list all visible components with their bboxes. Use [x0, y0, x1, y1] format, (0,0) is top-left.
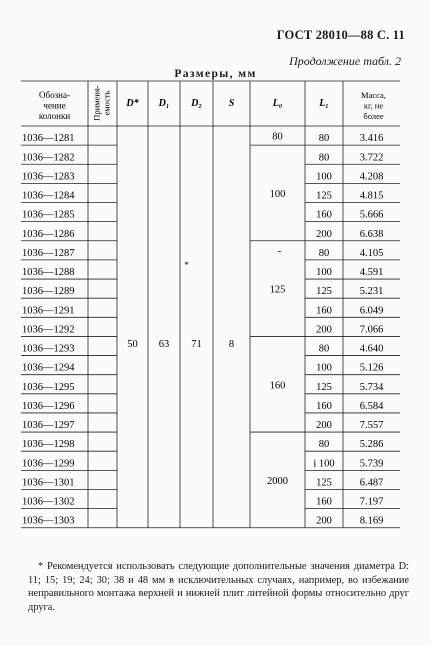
row-designation: 1036—1286 — [22, 228, 75, 240]
row-mass: 5.739 — [359, 458, 384, 470]
row-mass: 6.487 — [359, 477, 384, 489]
row-mass: 5.666 — [359, 209, 384, 221]
row-designation: 1036—1281 — [22, 133, 75, 145]
header-designation: Обозна- — [39, 90, 70, 100]
row-mass: 6.638 — [359, 228, 384, 240]
header-mass: более — [363, 111, 384, 121]
row-mass: 5.734 — [359, 381, 384, 393]
row-designation: 1036—1282 — [22, 152, 75, 164]
row-L1: 80 — [318, 133, 330, 145]
row-mass: 5.286 — [359, 439, 384, 451]
header-designation: чение — [43, 100, 66, 111]
row-L0: 100 — [269, 188, 286, 200]
header-D: D* — [126, 98, 139, 109]
row-designation: 1036—1303 — [22, 515, 75, 527]
row-L1: 160 — [316, 496, 332, 508]
row-designation: 1036—1297 — [22, 420, 75, 432]
row-mass: 3.722 — [359, 152, 384, 164]
row-L0: 160 — [269, 380, 286, 392]
row-L1: 160 — [316, 400, 332, 412]
row-mass: 3.416 — [359, 133, 384, 145]
row-designation: 1036—1287 — [22, 247, 75, 259]
row-designation: 1036—1285 — [22, 209, 75, 221]
row-L1: 125 — [316, 286, 332, 298]
row-L1: 160 — [316, 209, 332, 221]
stray-asterisk-mark: * — [184, 259, 189, 270]
row-L0: 125 — [269, 284, 286, 296]
row-mass: 7.557 — [359, 420, 384, 432]
row-L1: 80 — [318, 247, 330, 259]
row-designation: 1036—1302 — [22, 496, 75, 508]
row-mass: 7.197 — [359, 496, 384, 508]
common-S: 8 — [228, 338, 235, 350]
row-designation: 1036—1301 — [22, 477, 75, 489]
row-L1: 125 — [316, 190, 332, 202]
row-L1: 160 — [316, 305, 332, 317]
row-mass: 4.815 — [359, 190, 384, 202]
common-D: 50 — [127, 338, 138, 350]
header-D2: D₂ — [191, 98, 202, 109]
row-L0: 80 — [272, 131, 283, 143]
page-header-standard: ГОСТ 28010—88 С. 11 — [276, 28, 405, 42]
table-title: Размеры, мм — [174, 68, 257, 80]
header-L0: L₀ — [272, 98, 283, 109]
row-L1: 100 — [316, 267, 332, 279]
row-designation: 1036—1289 — [22, 286, 75, 298]
row-L1: 80 — [318, 439, 330, 451]
row-L1: 80 — [318, 152, 330, 164]
row-designation: 1036—1299 — [22, 458, 75, 470]
row-mass: 6.049 — [359, 305, 384, 317]
row-mass: 5.126 — [359, 362, 384, 374]
row-L1: 200 — [316, 228, 332, 240]
row-designation: 1036—1295 — [22, 381, 75, 393]
row-L1: 200 — [316, 324, 332, 336]
row-mass: 6.584 — [359, 400, 384, 412]
row-L1: 100 — [316, 171, 332, 183]
stray-dash-mark: - — [277, 245, 282, 257]
row-designation: 1036—1294 — [22, 362, 75, 374]
row-L0: 2000 — [267, 475, 288, 487]
header-mass: кг, не — [363, 100, 384, 111]
table-continuation-label: Продолжение табл. 2 — [289, 54, 401, 68]
row-L1: 200 — [316, 420, 332, 432]
row-mass: 4.591 — [359, 267, 384, 279]
header-L1: L₁ — [319, 98, 329, 109]
row-designation: 1036—1292 — [22, 324, 75, 336]
row-designation: 1036—1283 — [22, 171, 75, 183]
header-applicability: Примеия- — [91, 85, 102, 121]
footnote: * Рекомендуется использовать следующие дополнительные значения диаметра D: 11; 15; 19; 24; 30; 38 и 48 мм в исключительных случаях, например, во избежание неправильного монтажа верхней и нижней плит литейной формы относительно друг друга. — [28, 561, 409, 613]
row-designation: 1036—1298 — [22, 439, 75, 451]
row-mass: 8.169 — [359, 515, 384, 527]
row-mass: 5.231 — [359, 286, 384, 298]
row-L1: 100 — [316, 362, 332, 374]
header-designation: колонки — [38, 111, 71, 121]
row-L1: 80 — [318, 343, 330, 355]
row-L1: і 100 — [313, 458, 335, 470]
row-mass: 4.208 — [359, 171, 384, 183]
header-mass: Масса, — [361, 90, 386, 100]
row-designation: 1036—1291 — [22, 305, 75, 317]
header-applicability: емость — [101, 90, 112, 116]
row-designation: 1036—1284 — [22, 190, 75, 202]
common-D2: 71 — [191, 338, 202, 350]
row-mass: 7.066 — [359, 324, 384, 336]
header-D1: D₁ — [158, 98, 170, 109]
row-L1: 125 — [316, 381, 332, 393]
row-L1: 200 — [316, 515, 332, 527]
header-S: S — [228, 98, 235, 109]
common-D1: 63 — [158, 338, 170, 350]
row-designation: 1036—1296 — [22, 400, 75, 412]
row-mass: 4.640 — [359, 343, 384, 355]
row-designation: 1036—1293 — [22, 343, 75, 355]
row-mass: 4.105 — [359, 247, 384, 259]
row-designation: 1036—1288 — [22, 267, 75, 279]
row-L1: 125 — [316, 477, 332, 489]
